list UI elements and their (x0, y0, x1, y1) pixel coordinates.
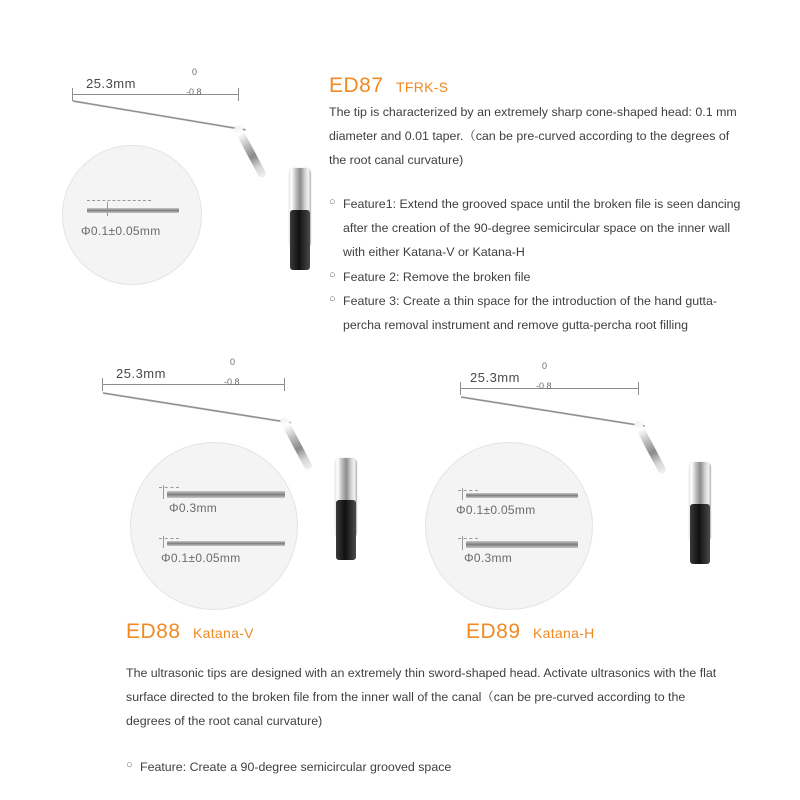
ed88-magnifier-label-0: Φ0.3mm (169, 501, 218, 515)
ed88-dimension-tick-right (284, 378, 285, 391)
ed89-heading (466, 620, 595, 644)
bottom-description: The ultrasonic tips are designed with an extremely thin sword-shaped head. Activate ultrasonics with the flat surface directed to the broken file from the inner wall of the canal（can be pre-curved according to the degrees of the root canal curvature) (126, 666, 717, 729)
ed87-name: TFRK-S (395, 79, 449, 95)
ed89-neck (633, 420, 667, 475)
ed89-dimension-tick-left (460, 382, 461, 395)
ed87-neck (233, 124, 267, 179)
ed87-magnifier (62, 145, 202, 285)
ed89-guide-lower (458, 538, 478, 539)
ed88-code: ED88 (126, 620, 181, 643)
bottom-feature-item (126, 755, 726, 779)
ed87-feature-text-2: Feature 3: Create a thin space for the introduction of the hand gutta-percha removal instrument and remove gutta-percha root filling (343, 293, 718, 332)
ed88-magnifier-label-1: Φ0.1±0.05mm (161, 551, 241, 565)
ed88-guide-lower (159, 538, 179, 539)
ed89-magnifier (425, 442, 593, 610)
ed87-tolerance-lower: -0.8 (186, 87, 202, 97)
bottom-feature-list (126, 755, 726, 779)
ed88-magnifier (130, 442, 298, 610)
ed88-tolerance-upper: 0 (230, 357, 236, 367)
ed87-working-tip (73, 100, 246, 131)
ed89-code: ED89 (466, 620, 521, 643)
ed88-working-tip (103, 392, 291, 424)
ed87-feature-item (329, 192, 749, 265)
ed89-name: Katana-H (532, 625, 595, 641)
ed87-magnifier-measure (107, 202, 108, 216)
ed87-magnifier-guide (87, 200, 151, 201)
ed87-magnified-tip (87, 208, 179, 213)
ed88-magnified-tip-upper (167, 491, 285, 498)
bullet-icon: ○ (126, 759, 133, 771)
ed89-magnifier-label-1: Φ0.3mm (464, 551, 513, 565)
ed89-tolerance-upper: 0 (542, 361, 548, 371)
ed88-dimension-line (102, 384, 284, 385)
ed87-code: ED87 (329, 74, 384, 97)
ed87-feature-text-0: Feature1: Extend the grooved space until the broken file is seen dancing after the creation of the 90-degree semicircular space on the inner wall with either Katana-V or Katana-H (343, 197, 741, 260)
ed88-tolerance-lower: -0.8 (224, 377, 240, 387)
bottom-feature-text-0: Feature: Create a 90-degree semicircular grooved space (140, 760, 452, 774)
ed87-description: The tip is characterized by an extremely sharp cone-shaped head: 0.1 mm diameter and 0.01 taper.（can be pre-curved according to the degrees of the root canal curvature) (329, 105, 737, 168)
ed87-dimension-tick-right (238, 88, 239, 101)
bullet-icon: ○ (329, 268, 336, 281)
ed87-dimension-line (72, 94, 238, 95)
ed88-dimension-tick-left (102, 378, 103, 391)
ed88-name: Katana-V (192, 625, 254, 641)
ed89-dimension-tick-right (638, 382, 639, 395)
ed87-collar (290, 210, 310, 270)
ed88-magnified-tip-lower (167, 541, 285, 546)
ed89-length-label: 25.3mm (470, 370, 520, 385)
ed87-heading (329, 74, 448, 98)
ed89-collar (690, 504, 710, 564)
ed89-guide-upper (458, 490, 478, 491)
ed87-length-label: 25.3mm (86, 76, 136, 91)
ed87-feature-text-1: Feature 2: Remove the broken file (343, 269, 531, 284)
ed88-length-label: 25.3mm (116, 366, 166, 381)
ed88-illustration (30, 330, 390, 610)
ed88-neck (279, 416, 313, 471)
ed89-magnified-tip-lower (466, 541, 578, 548)
ed87-tolerance-upper: 0 (192, 67, 198, 77)
ed89-tolerance-lower: -0.8 (536, 381, 552, 391)
ed87-feature-item (329, 265, 749, 289)
ed87-feature-list (329, 192, 749, 337)
ed89-magnified-tip-upper (466, 493, 578, 498)
ed89-illustration (370, 330, 750, 610)
bullet-icon: ○ (329, 292, 336, 305)
ed89-working-tip (461, 396, 645, 427)
ed87-illustration (0, 0, 320, 330)
ed88-heading (126, 620, 254, 644)
ed88-collar (336, 500, 356, 560)
ed87-magnifier-label-0: Φ0.1±0.05mm (81, 224, 161, 238)
ed88-guide-upper (159, 487, 179, 488)
bullet-icon: ○ (329, 196, 336, 208)
ed89-magnifier-label-0: Φ0.1±0.05mm (456, 503, 536, 517)
